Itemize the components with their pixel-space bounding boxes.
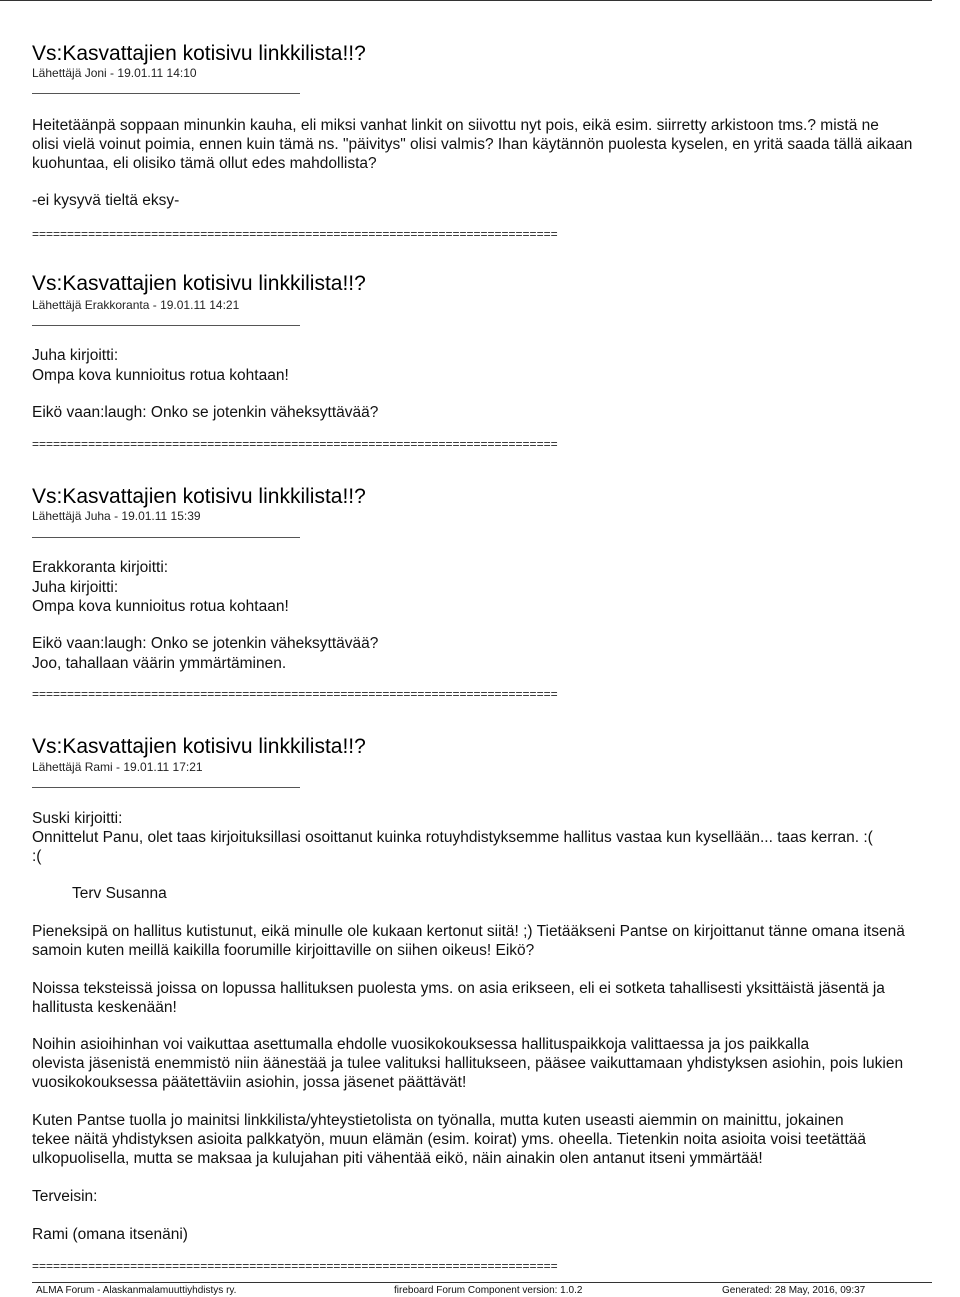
post-text-line: -ei kysyvä tieltä eksy- <box>32 192 180 209</box>
post-meta: Lähettäjä Juha - 19.01.11 15:39 <box>32 509 201 523</box>
post-meta: Lähettäjä Joni - 19.01.11 14:10 <box>32 66 197 80</box>
post-text-line: Juha kirjoitti: <box>32 579 119 596</box>
top-border <box>0 0 932 1</box>
post-text-line: Terveisin: <box>32 1188 98 1205</box>
post-text-line: Joo, tahallaan väärin ymmärtäminen. <box>32 655 287 672</box>
post-text-line: Noissa teksteissä joissa on lopussa hallituksen puolesta yms. on asia erikseen, eli ei sotketa tahallisesti yksittäistä jäsentä ja <box>32 980 885 997</box>
post-title: Vs:Kasvattajien kotisivu linkkilista!!? <box>32 485 366 508</box>
post-text-line: Erakkoranta kirjoitti: <box>32 559 169 576</box>
post-text-line: hallitusta keskenään! <box>32 999 177 1016</box>
post-text-line: Heitetäänpä soppaan minunkin kauha, eli miksi vanhat linkit on siivottu nyt pois, eikä esim. siirretty arkistoon tms.? mistä ne <box>32 117 879 134</box>
post-text-line: :( <box>32 848 42 865</box>
post-text-line: Noihin asioihinhan voi vaikuttaa asettumalla ehdolle vuosikokouksessa hallituspaikkoja valittaessa ja jos paikkalla <box>32 1036 810 1053</box>
post-text-line: Rami (omana itsenäni) <box>32 1226 188 1243</box>
post-separator: =========================================================================== <box>32 228 558 240</box>
post-text-line: Onnittelut Panu, olet taas kirjoituksillasi osoittanut kuinka rotuyhdistyksemme hallitus vastaa kun kysellään... taas kerran. :( <box>32 829 873 846</box>
post-text-line: olevista jäsenistä enemmistö niin äänestää ja tulee valituksi hallitukseen, pääsee vaikuttamaan yhdistyksen asiohin, pois lukien <box>32 1055 904 1072</box>
post-text-line: Ompa kova kunnioitus rotua kohtaan! <box>32 598 289 615</box>
post-separator: =========================================================================== <box>32 438 558 450</box>
post-text-line: ulkopuolisella, mutta se maksaa ja kulujahan piti vähentää eikö, näin ainakin olen antanut itseni ymmärtää! <box>32 1150 763 1167</box>
footer-border <box>32 1282 932 1283</box>
post-text-line: Eikö vaan:laugh: Onko se jotenkin väheksyttävää? <box>32 404 379 421</box>
footer-site: ALMA Forum - Alaskanmalamuuttiyhdistys ry. <box>36 1285 237 1296</box>
footer-component: fireboard Forum Component version: 1.0.2 <box>394 1285 583 1296</box>
post-text-line: kuohuntaa, eli olisiko tämä ollut edes mahdollista? <box>32 155 377 172</box>
post-title: Vs:Kasvattajien kotisivu linkkilista!!? <box>32 735 366 758</box>
post-text-line: Terv Susanna <box>72 885 167 902</box>
post-text-line: vuosikokouksessa päätettäviin asiohin, jossa jäsenet päättävät! <box>32 1074 467 1091</box>
post-text-line: Pieneksipä on hallitus kutistunut, eikä minulle ole kukaan kertonut siitä! ;) Tietääkseni Pantse on kirjoittanut tänne omana itsenä <box>32 923 905 940</box>
post-separator: =========================================================================== <box>32 688 558 700</box>
post-divider <box>32 325 300 326</box>
post-text-line: Kuten Pantse tuolla jo mainitsi linkkilista/yhteystietolista on työnalla, mutta kuten useasti aiemmin on mainittu, jokainen <box>32 1112 844 1129</box>
post-text-line: Suski kirjoitti: <box>32 810 123 827</box>
post-meta: Lähettäjä Erakkoranta - 19.01.11 14:21 <box>32 298 240 312</box>
post-meta: Lähettäjä Rami - 19.01.11 17:21 <box>32 760 203 774</box>
post-text-line: Juha kirjoitti: <box>32 347 119 364</box>
post-divider <box>32 537 300 538</box>
post-title: Vs:Kasvattajien kotisivu linkkilista!!? <box>32 272 366 295</box>
post-text-line: olisi vielä voinut poimia, ennen kuin tämä ns. "päivitys" olisi valmis? Ihan käytännön puolesta kyselen, en yritä saada tällä aikaan <box>32 136 913 153</box>
footer-generated: Generated: 28 May, 2016, 09:37 <box>722 1285 866 1296</box>
post-text-line: Eikö vaan:laugh: Onko se jotenkin väheksyttävää? <box>32 635 379 652</box>
post-text-line: samoin kuten meillä kaikilla foorumille kirjoittaville on siihen oikeus! Eikö? <box>32 942 535 959</box>
post-divider <box>32 93 300 94</box>
post-text-line: Ompa kova kunnioitus rotua kohtaan! <box>32 367 289 384</box>
post-title: Vs:Kasvattajien kotisivu linkkilista!!? <box>32 42 366 65</box>
post-separator: =========================================================================== <box>32 1260 558 1272</box>
post-divider <box>32 787 300 788</box>
post-text-line: tekee näitä yhdistyksen asioita palkkatyön, muun elämän (esim. koirat) yms. oheella. Tietenkin noita asioita voisi teetättää <box>32 1131 866 1148</box>
